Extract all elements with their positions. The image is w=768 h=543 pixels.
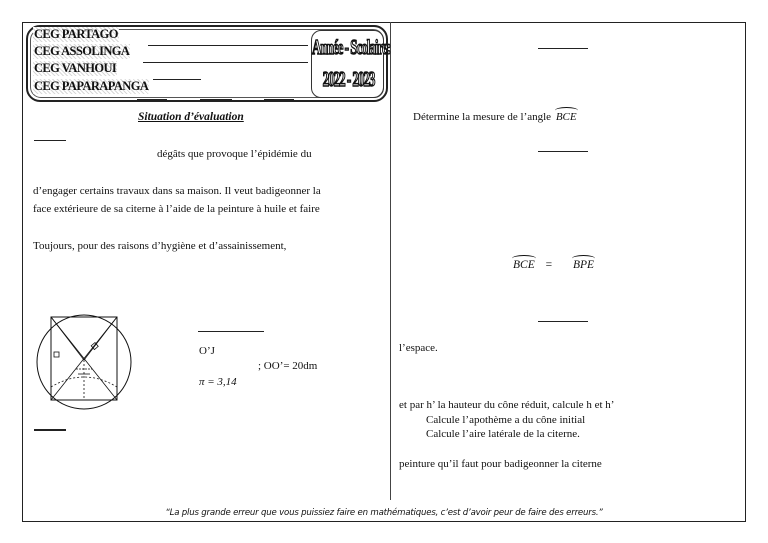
school-name: CEG VANHOUI bbox=[34, 61, 117, 75]
school-year-box bbox=[311, 30, 391, 98]
angle-symbol: BCE bbox=[555, 111, 577, 123]
blank-line bbox=[538, 48, 588, 49]
equal-sign: = bbox=[545, 259, 553, 271]
school-year-value: 2022 - 2023 bbox=[322, 67, 375, 91]
text-line: Calcule l’aire latérale de la citerne. bbox=[426, 428, 580, 440]
school-year-label: Année - Scolaire: bbox=[312, 35, 391, 59]
text-line: et par h’ la hauteur du cône réduit, calcule h et h’ bbox=[399, 399, 615, 411]
blank-line bbox=[34, 140, 66, 141]
header-blank-line bbox=[264, 99, 294, 100]
figure-label-pi: π = 3,14 bbox=[199, 376, 237, 388]
header-blank-line bbox=[137, 99, 167, 100]
school-name: CEG PAPARAPANGA bbox=[34, 79, 149, 93]
blank-line bbox=[538, 151, 588, 152]
section-title: Situation d’évaluation bbox=[138, 111, 244, 123]
blank-line bbox=[198, 331, 264, 332]
school-name: CEG ASSOLINGA bbox=[34, 44, 130, 58]
figure-label-oj: O’J bbox=[199, 345, 215, 357]
paragraph-line: face extérieure de sa citerne à l’aide de la peinture à huile et faire bbox=[33, 203, 320, 215]
text-line: Calcule l’apothème a du cône initial bbox=[426, 414, 586, 426]
blank-line bbox=[538, 321, 588, 322]
column-divider bbox=[390, 22, 391, 500]
angle-rhs: BPE bbox=[572, 259, 595, 271]
header-blank-line bbox=[153, 79, 201, 80]
angle-equality bbox=[513, 259, 594, 271]
text-line: l’espace. bbox=[399, 342, 438, 354]
angle-question bbox=[413, 111, 577, 123]
header-blank-line bbox=[148, 45, 308, 46]
paragraph-line: d’engager certains travaux dans sa maison. Il veut badigeonner la bbox=[33, 185, 321, 197]
school-name: CEG PARTAGO bbox=[34, 27, 118, 41]
figure-label-oo: ; OO’= 20dm bbox=[258, 360, 318, 372]
paragraph-line: Toujours, pour des raisons d’hygiène et d’assainissement, bbox=[33, 240, 287, 252]
header-blank-line bbox=[200, 99, 232, 100]
angle-question-text: Détermine la mesure de l’angle bbox=[413, 111, 552, 123]
text-line: peinture qu’il faut pour badigeonner la citerne bbox=[399, 458, 602, 470]
footer-quote: “La plus grande erreur que vous puissiez faire en mathématiques, c’est d’avoir peur de faire des erreurs.” bbox=[165, 508, 603, 518]
angle-lhs: BCE bbox=[513, 259, 535, 271]
blank-line bbox=[34, 429, 66, 431]
header-blank-line bbox=[143, 62, 308, 63]
paragraph-line: dégâts que provoque l’épidémie du bbox=[157, 148, 312, 160]
cistern-figure bbox=[34, 312, 134, 412]
